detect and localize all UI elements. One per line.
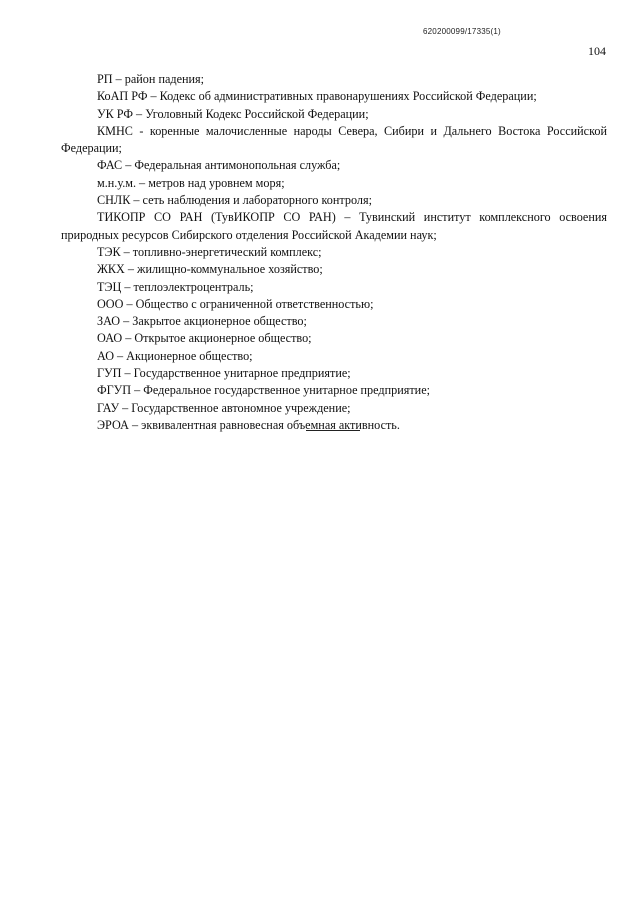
abbreviation-entry: ТЭЦ – теплоэлектроцентраль; (97, 279, 254, 294)
abbreviation-list (61, 71, 607, 434)
abbreviation-entry: КоАП РФ – Кодекс об административных правонарушениях Российской Федерации; (97, 89, 537, 104)
abbreviation-entry: ЖКХ – жилищно-коммунальное хозяйство; (97, 262, 323, 277)
abbreviation-entry: УК РФ – Уголовный Кодекс Российской Федерации; (97, 106, 369, 121)
abbreviation-entry: ЭРОА – эквивалентная равновесная объемная активность. (97, 417, 400, 432)
abbreviation-entry: ООО – Общество с ограниченной ответственностью; (97, 296, 374, 311)
abbreviation-entry: ГУП – Государственное унитарное предприятие; (97, 366, 351, 381)
abbreviation-entry: ТЭК – топливно-энергетический комплекс; (97, 244, 322, 259)
page-number: 104 (588, 44, 606, 58)
abbreviation-entry: РП – район падения; (97, 72, 205, 86)
abbreviation-entry: ГАУ – Государственное автономное учреждение; (97, 400, 351, 415)
end-of-section-rule (306, 430, 360, 431)
abbreviation-entry: ФГУП – Федеральное государственное унитарное предприятие; (97, 383, 430, 398)
abbreviation-entry: ФАС – Федеральная антимонопольная служба; (97, 158, 341, 173)
abbreviation-entry: ТИКОПР СО РАН (ТувИКОПР СО РАН) – Тувинский институт комплексного освоения природных ресурсов Сибирского отделения Российской Академии наук; (61, 210, 607, 242)
abbreviation-entry: КМНС - коренные малочисленные народы Севера, Сибири и Дальнего Востока Российской Федерации; (61, 123, 607, 156)
document-code: 620200099/17335(1) (423, 27, 501, 36)
abbreviation-entry: ОАО – Открытое акционерное общество; (97, 331, 312, 346)
abbreviation-entry: СНЛК – сеть наблюдения и лабораторного контроля; (97, 193, 372, 208)
abbreviation-entry: м.н.у.м. – метров над уровнем моря; (97, 175, 285, 190)
abbreviation-entry: АО – Акционерное общество; (97, 348, 253, 363)
abbreviation-entry: ЗАО – Закрытое акционерное общество; (97, 314, 307, 329)
